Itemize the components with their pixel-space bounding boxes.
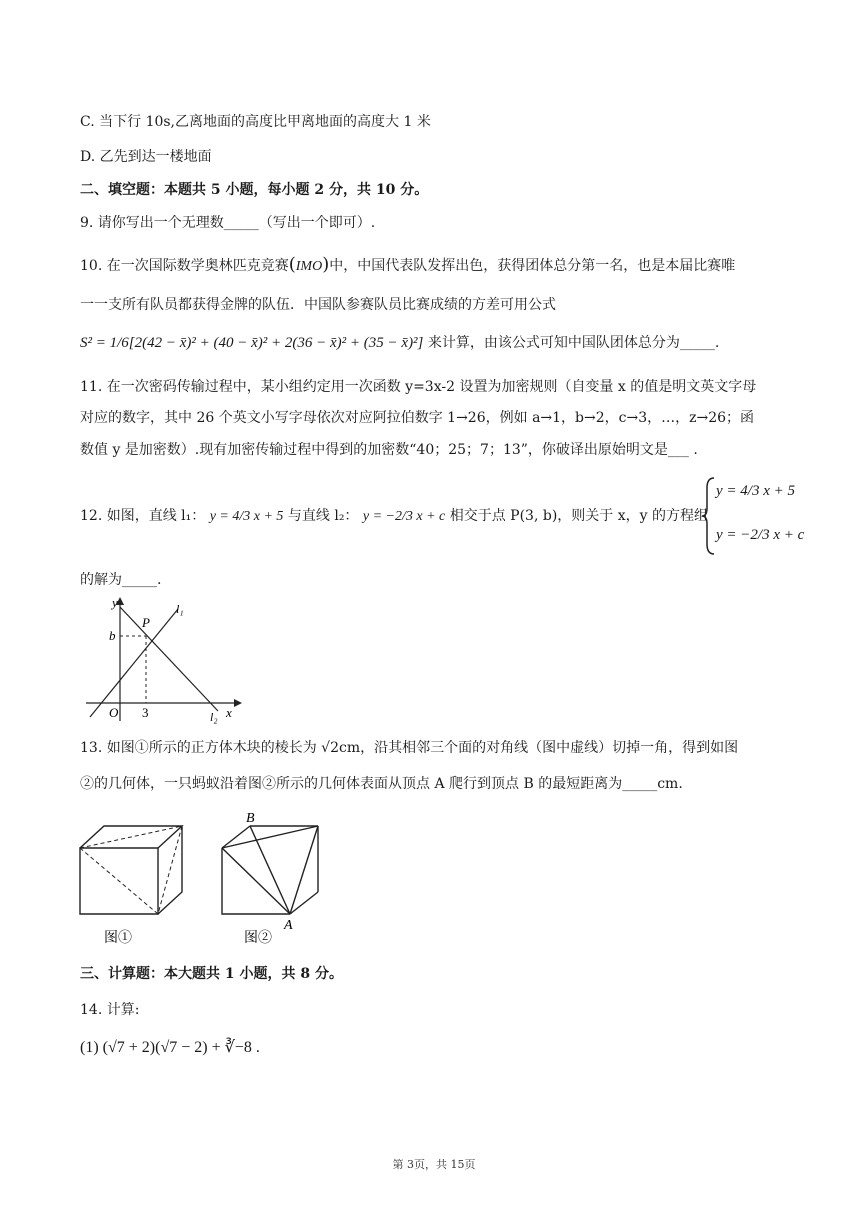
figure-2-solid: [214, 806, 344, 946]
cut-edge-diagonal: [250, 826, 290, 914]
question-10-line-1: [80, 255, 735, 277]
x-axis-arrow: [234, 699, 242, 707]
question-12-line-2: 的解为_____.: [80, 572, 162, 588]
section-heading-calculation: 三、计算题：本大题共 1 小题，共 8 分。: [80, 966, 343, 982]
question-12-mid-1: 与直线 l₂：: [287, 508, 359, 524]
question-11-line-3: 数值 y 是加密数）.现有加密传输过程中得到的加密数“40；25；7；13”，你破译出原始明文是___ .: [80, 442, 698, 458]
figure-1-cube: [74, 818, 204, 948]
origin-label: O: [109, 705, 119, 720]
three-label: 3: [142, 705, 149, 720]
imo-abbrev: IMO: [295, 259, 323, 274]
question-12-prefix: 12. 如图，直线 l₁：: [80, 508, 206, 524]
cut-edge-front: [222, 848, 290, 914]
point-p-label: P: [142, 615, 150, 630]
question-13-line-2: ②的几何体，一只蚂蚁沿着图②所示的几何体表面从顶点 A 爬行到顶点 B 的最短距离为_____cm.: [80, 776, 683, 792]
question-12-mid-2: 相交于点 P(3, b)，则关于 x，y 的方程组: [449, 508, 708, 524]
vertex-a-label: A: [284, 918, 293, 933]
option-d: D. 乙先到达一楼地面: [80, 149, 212, 165]
l1-label: l₁: [176, 602, 184, 616]
system-equation-2: y = −2/3 x + c: [716, 527, 805, 543]
line-l1: [90, 609, 178, 717]
y-axis-label: y: [112, 595, 118, 610]
question-14: 14. 计算:: [80, 1002, 140, 1018]
q12-coordinate-graph: [82, 593, 252, 725]
paren-right: ): [322, 254, 330, 275]
question-11-line-2: 对应的数字，其中 26 个英文小写字母依次对应阿拉伯数字 1→26，例如 a→1，b→2，c→3，…，z→26；函: [80, 410, 755, 426]
dashed-diagonal-front: [80, 848, 158, 914]
question-10-tail: 来计算，由该公式可知中国队团体总分为_____.: [427, 335, 720, 351]
question-11-line-1: 11. 在一次密码传输过程中，某小组约定用一次函数 y=3x-2 设置为加密规则（自变量 x 的值是明文英文字母: [80, 379, 757, 395]
question-10-prefix: 10. 在一次国际数学奥林匹克竞赛: [80, 258, 289, 274]
system-equation-1: y = 4/3 x + 5: [716, 483, 795, 499]
vertex-b-label: B: [246, 811, 255, 826]
dashed-diagonal-top: [80, 826, 182, 848]
question-12-line-1: [80, 506, 708, 527]
dashed-diagonal-side: [158, 826, 182, 914]
figure-1-caption: 图①: [104, 931, 132, 946]
l2-label: l₂: [210, 710, 218, 724]
question-10-line-3: [80, 333, 719, 353]
option-c: C. 当下行 10s,乙离地面的高度比甲离地面的高度大 1 米: [80, 114, 431, 130]
figure-2-caption: 图②: [244, 931, 272, 946]
question-14-part-1: (1) (√7 + 2)(√7 − 2) + ∛−8 .: [80, 1039, 260, 1056]
paren-left: (: [288, 254, 296, 275]
line-l2: [120, 607, 218, 711]
line-2-equation: y = −2/3 x + c: [362, 509, 446, 524]
cut-edge-side: [290, 826, 318, 914]
x-axis-label: x: [226, 705, 232, 720]
variance-formula: S² = 1/6[2(42 − x̄)² + (40 − x̄)² + 2(36 − x̄)² + (35 − x̄)²]: [80, 335, 424, 351]
page-footer: 第 3页，共 15页: [392, 1158, 476, 1171]
line-1-equation: y = 4/3 x + 5: [209, 509, 284, 524]
section-heading-fill-in: 二、填空题：本题共 5 小题，每小题 2 分，共 10 分。: [80, 182, 429, 198]
question-10-line-2: 一一支所有队员都获得金牌的队伍．中国队参赛队员比赛成绩的方差可用公式: [80, 297, 556, 313]
question-9: 9. 请你写出一个无理数_____（写出一个即可）.: [80, 215, 376, 231]
question-13-line-1: 13. 如图①所示的正方体木块的棱长为 √2cm，沿其相邻三个面的对角线（图中虚线）切掉一角，得到如图: [80, 740, 739, 756]
b-label: b: [109, 628, 116, 643]
question-10-suffix: 中，中国代表队发挥出色，获得团体总分第一名，也是本届比赛唯: [329, 258, 736, 274]
